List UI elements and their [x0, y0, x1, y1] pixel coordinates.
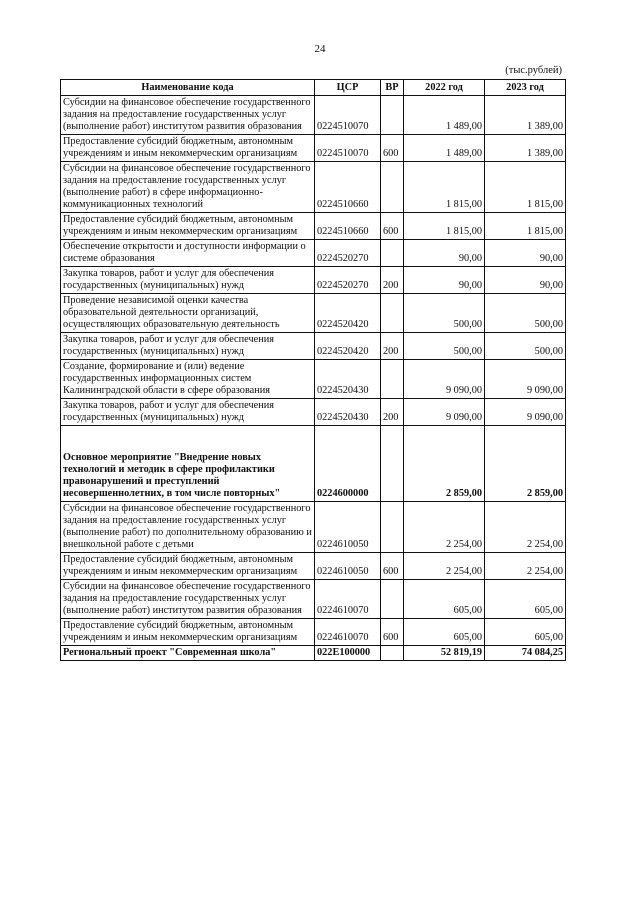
table-row	[61, 333, 566, 360]
row-vr: 200	[381, 333, 404, 360]
row-name: Создание, формирование и (или) ведение государственных информационных систем Калининградской области в сфере образования	[61, 360, 315, 399]
row-value-2022: 9 090,00	[404, 399, 485, 426]
row-value-2023: 90,00	[485, 267, 566, 294]
table-row	[61, 360, 566, 399]
row-csr: 0224510660	[315, 162, 381, 213]
table-row	[61, 294, 566, 333]
row-name: Обеспечение открытости и доступности информации о системе образования	[61, 240, 315, 267]
table-row	[61, 213, 566, 240]
row-value-2022: 500,00	[404, 294, 485, 333]
row-value-2022: 1 489,00	[404, 96, 485, 135]
row-vr	[381, 240, 404, 267]
row-csr: 0224520430	[315, 399, 381, 426]
row-value-2022: 2 859,00	[404, 426, 485, 502]
table-row	[61, 240, 566, 267]
row-value-2023: 1 389,00	[485, 135, 566, 162]
row-name: Основное мероприятие "Внедрение новых технологий и методик в сфере профилактики правонарушений и преступлений несовершеннолетних, в том числе повторных"	[61, 426, 315, 502]
row-name: Региональный проект "Современная школа"	[61, 646, 315, 661]
row-name: Закупка товаров, работ и услуг для обеспечения государственных (муниципальных) нужд	[61, 333, 315, 360]
table-row	[61, 399, 566, 426]
row-name: Субсидии на финансовое обеспечение государственного задания на предоставление государственных услуг (выполнение работ) институтом развития образования	[61, 580, 315, 619]
table-row	[61, 426, 566, 502]
row-name: Закупка товаров, работ и услуг для обеспечения государственных (муниципальных) нужд	[61, 399, 315, 426]
row-name: Предоставление субсидий бюджетным, автономным учреждениям и иным некоммерческим организациям	[61, 619, 315, 646]
row-csr: 0224520270	[315, 240, 381, 267]
row-csr: 0224610050	[315, 502, 381, 553]
row-csr: 0224520270	[315, 267, 381, 294]
row-csr: 0224510070	[315, 96, 381, 135]
row-csr: 0224520430	[315, 360, 381, 399]
budget-table	[60, 79, 566, 661]
row-name: Предоставление субсидий бюджетным, автономным учреждениям и иным некоммерческим организациям	[61, 213, 315, 240]
row-value-2023: 605,00	[485, 619, 566, 646]
row-vr: 200	[381, 399, 404, 426]
row-vr	[381, 502, 404, 553]
row-vr: 600	[381, 553, 404, 580]
row-value-2023: 74 084,25	[485, 646, 566, 661]
page-number: 24	[314, 43, 326, 55]
header-name: Наименование кода	[61, 80, 315, 96]
row-value-2022: 1 489,00	[404, 135, 485, 162]
table-row	[61, 96, 566, 135]
row-vr	[381, 426, 404, 502]
row-value-2022: 2 254,00	[404, 502, 485, 553]
row-vr	[381, 162, 404, 213]
table-row	[61, 135, 566, 162]
row-vr: 200	[381, 267, 404, 294]
row-value-2023: 605,00	[485, 580, 566, 619]
table-row	[61, 502, 566, 553]
row-value-2022: 1 815,00	[404, 213, 485, 240]
row-value-2022: 605,00	[404, 580, 485, 619]
row-value-2022: 605,00	[404, 619, 485, 646]
row-vr	[381, 96, 404, 135]
row-value-2022: 500,00	[404, 333, 485, 360]
row-value-2022: 9 090,00	[404, 360, 485, 399]
row-name: Закупка товаров, работ и услуг для обеспечения государственных (муниципальных) нужд	[61, 267, 315, 294]
table-row	[61, 580, 566, 619]
row-csr: 0224510660	[315, 213, 381, 240]
row-csr: 0224610070	[315, 619, 381, 646]
row-value-2022: 90,00	[404, 240, 485, 267]
row-vr	[381, 360, 404, 399]
row-value-2022: 90,00	[404, 267, 485, 294]
row-value-2023: 9 090,00	[485, 399, 566, 426]
row-name: Проведение независимой оценки качества образовательной деятельности организаций, осуществляющих образовательную деятельность	[61, 294, 315, 333]
row-value-2023: 500,00	[485, 333, 566, 360]
row-name: Субсидии на финансовое обеспечение государственного задания на предоставление государственных услуг (выполнение работ) институтом развития образования	[61, 96, 315, 135]
table-row	[61, 162, 566, 213]
header-vr: ВР	[381, 80, 404, 96]
header-csr: ЦСР	[315, 80, 381, 96]
row-csr: 022Е100000	[315, 646, 381, 661]
row-value-2023: 500,00	[485, 294, 566, 333]
table-row	[61, 619, 566, 646]
table-body	[61, 96, 566, 661]
row-vr	[381, 294, 404, 333]
row-value-2023: 2 859,00	[485, 426, 566, 502]
row-csr: 0224610070	[315, 580, 381, 619]
row-name: Предоставление субсидий бюджетным, автономным учреждениям и иным некоммерческим организациям	[61, 135, 315, 162]
table-header-row	[61, 80, 566, 96]
row-value-2022: 2 254,00	[404, 553, 485, 580]
row-value-2023: 90,00	[485, 240, 566, 267]
row-name: Предоставление субсидий бюджетным, автономным учреждениям и иным некоммерческим организациям	[61, 553, 315, 580]
row-csr: 0224520420	[315, 333, 381, 360]
row-value-2023: 2 254,00	[485, 502, 566, 553]
table-row	[61, 267, 566, 294]
row-value-2022: 1 815,00	[404, 162, 485, 213]
table-row	[61, 646, 566, 661]
header-2023: 2023 год	[485, 80, 566, 96]
header-2022: 2022 год	[404, 80, 485, 96]
row-value-2023: 9 090,00	[485, 360, 566, 399]
row-vr: 600	[381, 135, 404, 162]
row-value-2023: 1 389,00	[485, 96, 566, 135]
row-csr: 0224600000	[315, 426, 381, 502]
row-vr: 600	[381, 213, 404, 240]
row-value-2022: 52 819,19	[404, 646, 485, 661]
row-value-2023: 1 815,00	[485, 213, 566, 240]
row-name: Субсидии на финансовое обеспечение государственного задания на предоставление государственных услуг (выполнение работ) в сфере информационно-коммуникационных технологий	[61, 162, 315, 213]
row-csr: 0224510070	[315, 135, 381, 162]
table-row	[61, 553, 566, 580]
row-value-2023: 1 815,00	[485, 162, 566, 213]
row-vr	[381, 580, 404, 619]
units-note: (тыс.рублей)	[505, 65, 562, 76]
row-value-2023: 2 254,00	[485, 553, 566, 580]
row-csr: 0224520420	[315, 294, 381, 333]
row-name: Субсидии на финансовое обеспечение государственного задания на предоставление государственных услуг (выполнение работ) по дополнительному образованию и внешкольной работе с детьми	[61, 502, 315, 553]
row-csr: 0224610050	[315, 553, 381, 580]
row-vr: 600	[381, 619, 404, 646]
row-vr	[381, 646, 404, 661]
